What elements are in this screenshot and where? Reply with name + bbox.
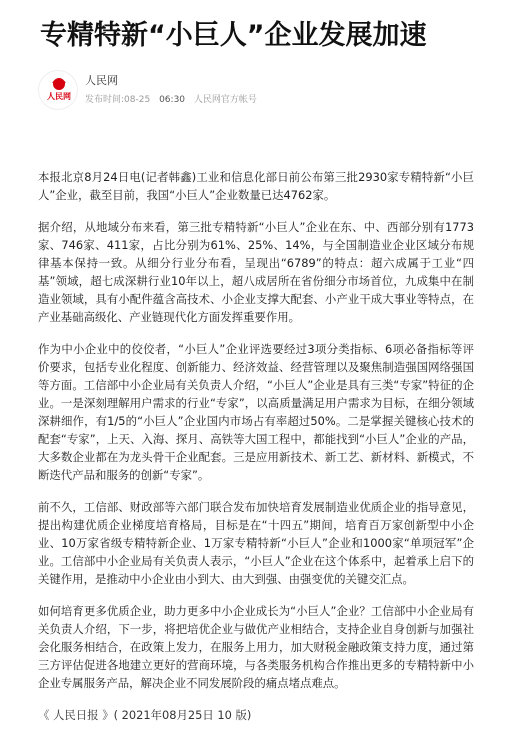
account-label: 人民网官方帐号 xyxy=(193,95,257,105)
paragraph: 据介绍，从地域分布来看，第三批专精特新“小巨人”企业在东、中、西部分别有1773家、746家、411家，占比分别为61%、25%、14%，与全国制造业企业区域分布规律基本保持一致。从细分行业分布看，呈现出“6789”的特点：超六成属于工业“四基”领域，超七成深耕行业10年以上，超八成居所在省份细分市场首位，九成集中在制造业领域，具有小配件蕴含高技术、小企业支撑大配套、小产业干成大事业等特点，在产业基础高级化、产业链现代化方面发挥重要作用。 xyxy=(38,220,474,324)
paragraph: 如何培育更多优质企业，助力更多中小企业成长为“小巨人”企业？工信部中小企业局有关负责人介绍，下一步，将把培优企业与做优产业相结合，支持企业自身创新与加强社会化服务相结合，在政策上发力，在服务上用力，加大财税金融政策支持力度，通过第三方评估促进各地建立更好的营商环境，与各类服务机构合作推出更多的专精特新中小企业专属服务产品，解决企业不同发展阶段的痛点堵点难点。 xyxy=(38,604,474,690)
publish-meta xyxy=(85,92,263,105)
logo-text: 人民网 xyxy=(47,91,71,101)
article-title: 专精特新“小巨人”企业发展加速 xyxy=(40,20,427,51)
people-daily-logo-icon[interactable] xyxy=(38,70,78,110)
author-name[interactable]: 人民网 xyxy=(85,74,118,87)
publish-time: 06:30 xyxy=(159,95,186,105)
paragraph: 本报北京8月24日电(记者韩鑫)工业和信息化部日前公布第三批2930家专精特新“小巨人”企业，截至目前，我国“小巨人”企业数量已达4762家。 xyxy=(38,170,474,202)
publish-label: 发布时间: xyxy=(85,95,125,105)
article-body xyxy=(38,168,474,738)
publish-date: 08-25 xyxy=(124,95,151,105)
source-line: 《 人民日报 》( 2021年08月25日 10 版) xyxy=(38,708,252,722)
author-block[interactable] xyxy=(38,70,338,110)
paragraph: 前不久，工信部、财政部等六部门联合发布加快培育发展制造业优质企业的指导意见，提出构建优质企业梯度培育格局，目标是在“十四五”期间，培育百万家创新型中小企业、10万家省级专精特新企业、1万家专精特新“小巨人”企业和1000家“单项冠军”企业。工信部中小企业局有关负责人表示，“小巨人”企业在这个体系中，起着承上启下的关键作用，是推动中小企业由小到大、由大到强、由强变优的关键交汇点。 xyxy=(38,500,474,586)
paragraph: 作为中小企业中的佼佼者，“小巨人”企业评选要经过3项分类指标、6项必备指标等评价要求，包括专业化程度、创新能力、经济效益、经营管理以及聚焦制造强国网络强国等方面。工信部中小企业局有关负责人介绍，“小巨人”企业是具有三类“专家”特征的企业。一是深刻理解用户需求的行业“专家”，以高质量满足用户需求为目标，在细分领域深耕细作，有1/5的“小巨人”企业国内市场占有率超过50%。二是掌握关键核心技术的配套“专家”，上天、入海、探月、高铁等大国工程中，都能找到“小巨人”企业的产品，大多数企业都在为龙头骨干企业配套。三是应用新技术、新工艺、新材料、新模式，不断迭代产品和服务的创新“专家”。 xyxy=(38,342,474,482)
